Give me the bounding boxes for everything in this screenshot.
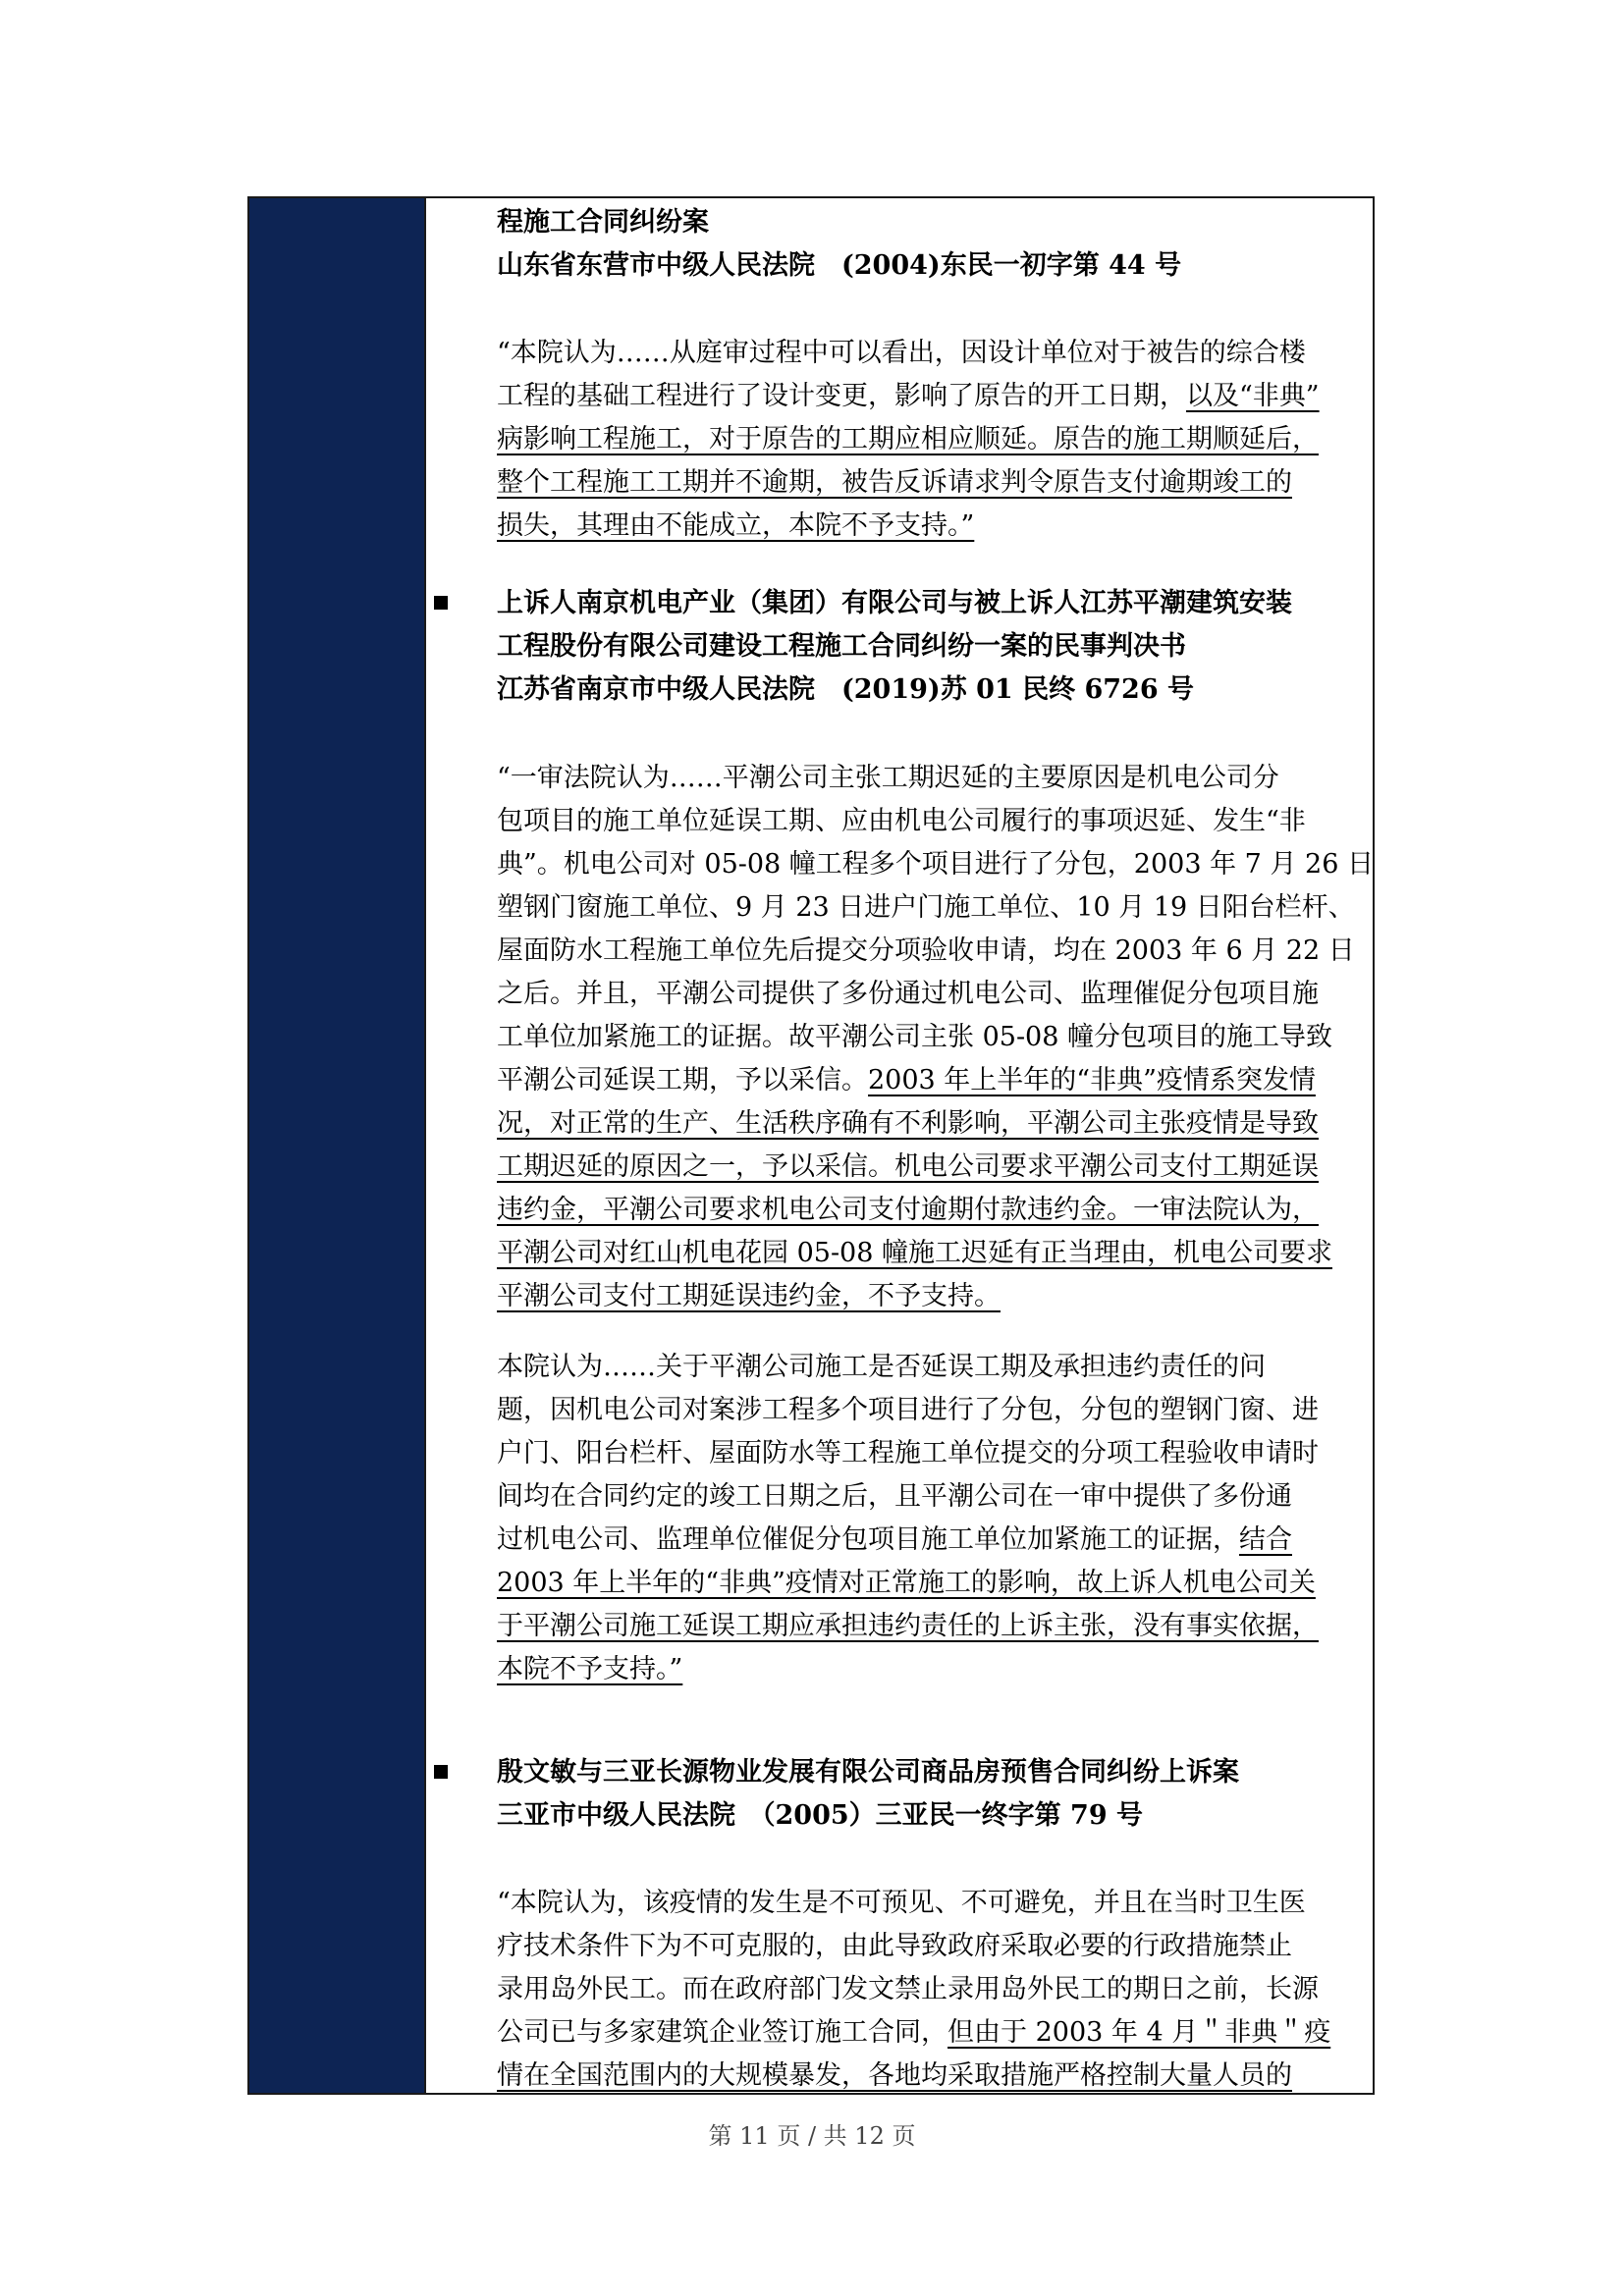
quote-line: 情在全国范围内的大规模暴发，各地均采取措施严格控制大量人员的 [497, 2060, 1292, 2091]
page-footer: 第 11 页 / 共 12 页 [708, 2122, 916, 2150]
quote-line: “本院认为，该疫情的发生是不可预见、不可避免，并且在当时卫生医 [497, 1888, 1306, 1918]
quote-line: “本院认为……从庭审过程中可以看出，因设计单位对于被告的综合楼 [497, 338, 1306, 368]
quote-line: 于平潮公司施工延误工期应承担违约责任的上诉主张，没有事实依据， [497, 1611, 1319, 1641]
quote-line: 损失，其理由不能成立，本院不予支持。” [497, 510, 975, 541]
bullet-square-icon [434, 1765, 448, 1779]
quote-line: 平潮公司对红山机电花园 05-08 幢施工迟延有正当理由，机电公司要求 [497, 1238, 1332, 1268]
quote-line: 塑钢门窗施工单位、9 月 23 日进户门施工单位、10 月 19 日阳台栏杆、 [497, 892, 1355, 923]
quote-line: 屋面防水工程施工单位先后提交分项验收申请，均在 2003 年 6 月 22 日 [497, 935, 1355, 966]
case-2-quote-1 [497, 757, 1374, 1318]
quote-line: 本院认为……关于平潮公司施工是否延误工期及承担违约责任的问 [497, 1352, 1266, 1382]
quote-line: 间均在合同约定的竣工日期之后，且平潮公司在一审中提供了多份通 [497, 1481, 1292, 1512]
case-title-continued: 程施工合同纠纷案 [497, 207, 709, 238]
quote-line: 户门、阳台栏杆、屋面防水等工程施工单位提交的分项工程验收申请时 [497, 1438, 1319, 1468]
quote-line: 典”。机电公司对 05-08 幢工程多个项目进行了分包，2003 年 7 月 26 日 [497, 849, 1374, 880]
bullet-square-icon [434, 596, 448, 610]
case-2-court-line: 江苏省南京市中级人民法院 (2019)苏 01 民终 6726 号 [497, 674, 1195, 705]
quote-line: 题，因机电公司对案涉工程多个项目进行了分包，分包的塑钢门窗、进 [497, 1395, 1319, 1425]
quote-line: 过机电公司、监理单位催促分包项目施工单位加紧施工的证据，结合 [497, 1524, 1292, 1555]
quote-line: 平潮公司延误工期，予以采信。2003 年上半年的“非典”疫情系突发情 [497, 1065, 1316, 1095]
quote-line: 录用岛外民工。而在政府部门发文禁止录用岛外民工的期日之前，长源 [497, 1974, 1319, 2004]
quote-line: 病影响工程施工，对于原告的工期应相应顺延。原告的施工期顺延后， [497, 424, 1319, 454]
case-1-quote [497, 332, 1349, 548]
document-body [247, 196, 1375, 2095]
quote-line: 包项目的施工单位延误工期、应由机电公司履行的事项迟延、发生“非 [497, 806, 1306, 836]
quote-line: 况，对正常的生产、生活秩序确有不利影响，平潮公司主张疫情是导致 [497, 1108, 1319, 1139]
case-2-title-line-2: 工程股份有限公司建设工程施工合同纠纷一案的民事判决书 [497, 631, 1186, 662]
quote-line: 本院不予支持。” [497, 1654, 683, 1684]
quote-line: 整个工程施工工期并不逾期，被告反诉请求判令原告支付逾期竣工的 [497, 467, 1292, 498]
case-3-court-line: 三亚市中级人民法院 （2005）三亚民一终字第 79 号 [497, 1800, 1144, 1831]
case-2-title-line-1: 上诉人南京机电产业（集团）有限公司与被上诉人江苏平潮建筑安装 [497, 588, 1292, 618]
quote-line: 工程的基础工程进行了设计变更，影响了原告的开工日期，以及“非典” [497, 381, 1320, 411]
quote-line: 之后。并且，平潮公司提供了多份通过机电公司、监理催促分包项目施 [497, 979, 1319, 1009]
quote-line: 违约金，平潮公司要求机电公司支付逾期付款违约金。一审法院认为， [497, 1195, 1319, 1225]
quote-line: 2003 年上半年的“非典”疫情对正常施工的影响，故上诉人机电公司关 [497, 1568, 1316, 1598]
quote-line: “一审法院认为……平潮公司主张工期迟延的主要原因是机电公司分 [497, 763, 1279, 793]
quote-line: 疗技术条件下为不可克服的，由此导致政府采取必要的行政措施禁止 [497, 1931, 1292, 1961]
case-2-quote-2 [497, 1346, 1349, 1691]
quote-line: 工单位加紧施工的证据。故平潮公司主张 05-08 幢分包项目的施工导致 [497, 1022, 1332, 1052]
case-court-line: 山东省东营市中级人民法院 (2004)东民一初字第 44 号 [497, 250, 1182, 281]
case-3-title: 殷文敏与三亚长源物业发展有限公司商品房预售合同纠纷上诉案 [497, 1757, 1239, 1788]
quote-line: 公司已与多家建筑企业签订施工合同，但由于 2003 年 4 月＂非典＂疫 [497, 2017, 1331, 2048]
quote-line: 工期迟延的原因之一，予以采信。机电公司要求平潮公司支付工期延误 [497, 1151, 1319, 1182]
case-3-quote [497, 1882, 1349, 2098]
quote-line: 平潮公司支付工期延误违约金，不予支持。 [497, 1281, 1001, 1311]
